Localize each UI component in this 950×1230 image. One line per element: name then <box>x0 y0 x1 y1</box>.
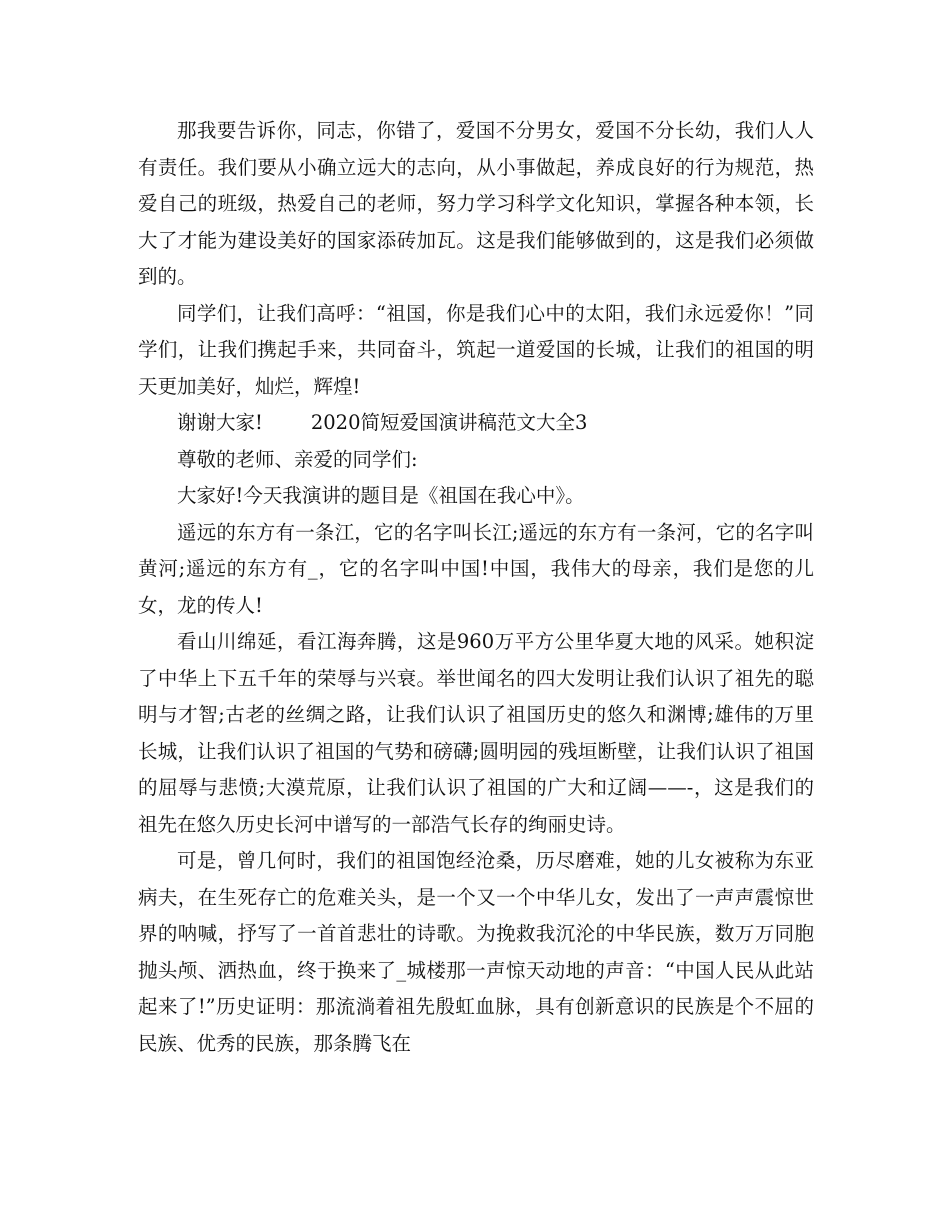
section-title: 2020简短爱国演讲稿范文大全3 <box>310 411 588 434</box>
thanks-and-section-title <box>138 405 814 442</box>
paragraph-call-to-action: 同学们，让我们高呼：“祖国，你是我们心中的太阳，我们永远爱你！”同学们，让我们携起手来，共同奋斗，筑起一道爱国的长城，让我们的祖国的明天更加美好，灿烂，辉煌! <box>138 301 814 398</box>
thanks-text: 谢谢大家! <box>177 411 263 434</box>
paragraph-east-rivers: 遥远的东方有一条江，它的名字叫长江;遥远的东方有一条河，它的名字叫黄河;遥远的东方有_，它的名字叫中国!中国，我伟大的母亲，我们是您的儿女，龙的传人! <box>138 520 814 617</box>
paragraph-land-history: 看山川绵延，看江海奔腾，这是960万平方公里华夏大地的风采。她积淀了中华上下五千年的荣辱与兴衰。举世闻名的四大发明让我们认识了祖先的聪明与才智;古老的丝绸之路，让我们认识了祖国历史的悠久和渊博;雄伟的万里长城，让我们认识了祖国的气势和磅礴;圆明园的残垣断壁，让我们认识了祖国的屈辱与悲愤;大漠荒原，让我们认识了祖国的广大和辽阔——-，这是我们的祖先在悠久历史长河中谱写的一部浩气长存的绚丽史诗。 <box>138 630 814 836</box>
paragraph-salutation: 尊敬的老师、亲爱的同学们: <box>177 447 418 471</box>
paragraph-greeting: 大家好!今天我演讲的题目是《祖国在我心中》。 <box>177 484 585 507</box>
paragraph-patriotism-responsibility: 那我要告诉你，同志，你错了，爱国不分男女，爱国不分长幼，我们人人有责任。我们要从小确立远大的志向，从小事做起，养成良好的行为规范，热爱自己的班级，热爱自己的老师，努力学习科学文化知识，掌握各种本领，长大了才能为建设美好的国家添砖加瓦。这是我们能够做到的，这是我们必须做到的。 <box>138 119 814 288</box>
document-body <box>138 113 814 1062</box>
paragraph-hardship: 可是，曾几何时，我们的祖国饱经沧桑，历尽磨难，她的儿女被称为东亚病夫，在生死存亡的危难关头，是一个又一个中华儿女，发出了一声声震惊世界的呐喊，抒写了一首首悲壮的诗歌。为挽救我沉沦的中华民族，数万万同胞抛头颅、洒热血，终于换来了_城楼那一声惊天动地的声音：“中国人民从此站起来了!”历史证明：那流淌着祖先殷虹血脉，具有创新意识的民族是个不屈的民族、优秀的民族，那条腾飞在 <box>138 849 814 1055</box>
